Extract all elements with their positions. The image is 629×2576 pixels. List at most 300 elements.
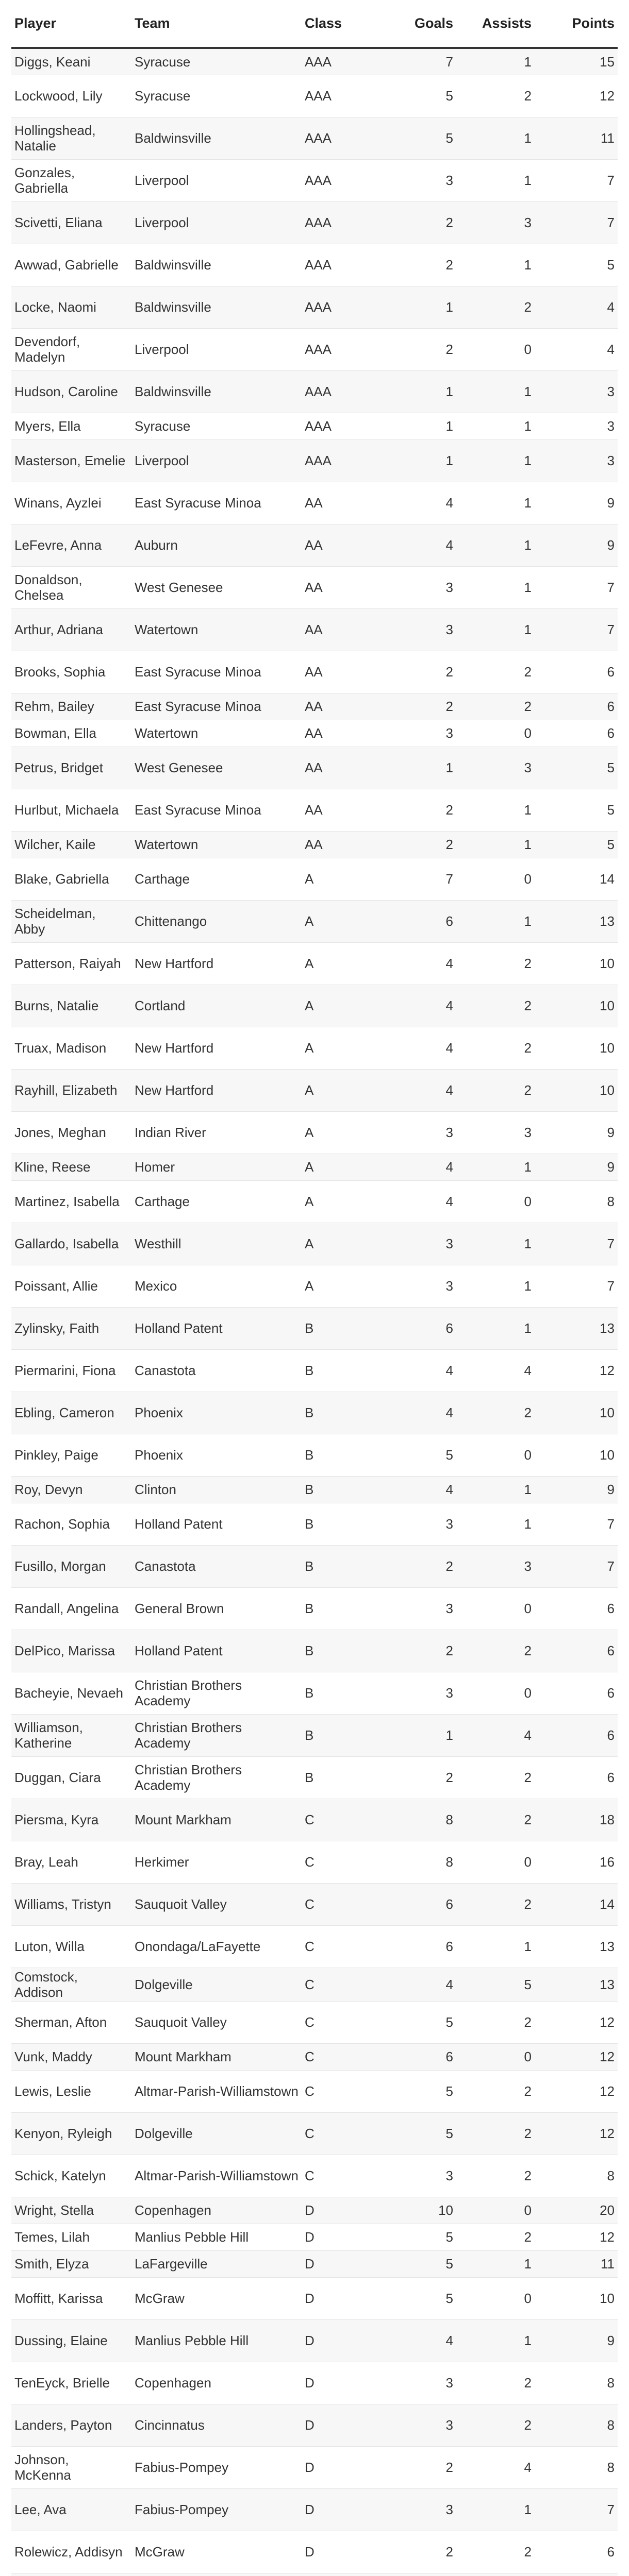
- points-cell: 10: [535, 1027, 618, 1069]
- team-cell: Carthage: [131, 1180, 302, 1223]
- goals-cell: 5: [374, 1434, 456, 1476]
- points-cell: 7: [535, 2488, 618, 2531]
- class-cell: A: [302, 1069, 374, 1111]
- column-header-points[interactable]: Points: [535, 0, 618, 48]
- player-name-cell: DelPico, Marissa: [11, 1630, 131, 1672]
- table-row: [11, 482, 618, 524]
- player-name-cell: Zylinsky, Faith: [11, 1307, 131, 1349]
- table-body: [11, 48, 618, 2576]
- class-cell: AAA: [302, 413, 374, 439]
- player-name-cell: Lockwood, Lily: [11, 75, 131, 117]
- assists-cell: 1: [456, 48, 535, 75]
- player-name-cell: Blake, Gabriella: [11, 858, 131, 900]
- player-name-cell: Wilcher, Kaile: [11, 831, 131, 858]
- team-cell: West Genesee: [131, 566, 302, 608]
- player-name-cell: Vunk, Maddy: [11, 2043, 131, 2070]
- class-cell: AA: [302, 651, 374, 693]
- player-name-cell: Duggan, Ciara: [11, 1756, 131, 1799]
- assists-cell: 1: [456, 117, 535, 159]
- team-cell: Mexico: [131, 1265, 302, 1307]
- points-cell: 9: [535, 524, 618, 566]
- player-name-cell: LeFevre, Anna: [11, 524, 131, 566]
- goals-cell: 5: [374, 2070, 456, 2112]
- class-cell: AAA: [302, 244, 374, 286]
- assists-cell: 1: [456, 244, 535, 286]
- team-cell: Cortland: [131, 985, 302, 1027]
- player-name-cell: [11, 2573, 131, 2576]
- team-cell: Christian Brothers Academy: [131, 1756, 302, 1799]
- points-cell: 11: [535, 117, 618, 159]
- goals-cell: 1: [374, 747, 456, 789]
- assists-cell: 2: [456, 2531, 535, 2573]
- team-cell: Sauquoit Valley: [131, 2001, 302, 2043]
- goals-cell: 8: [374, 1841, 456, 1883]
- team-cell: Manlius Pebble Hill: [131, 2319, 302, 2362]
- player-name-cell: Wright, Stella: [11, 2197, 131, 2224]
- player-name-cell: Gonzales, Gabriella: [11, 159, 131, 201]
- points-cell: 10: [535, 1434, 618, 1476]
- table-row: [11, 1265, 618, 1307]
- assists-cell: [456, 2573, 535, 2576]
- table-row: [11, 48, 618, 75]
- column-header-player[interactable]: Player: [11, 0, 131, 48]
- assists-cell: 1: [456, 1476, 535, 1503]
- team-cell: Altmar-Parish-Williamstown: [131, 2155, 302, 2197]
- goals-cell: 1: [374, 1714, 456, 1756]
- goals-cell: 2: [374, 1545, 456, 1587]
- table-row: [11, 1630, 618, 1672]
- player-name-cell: Winans, Ayzlei: [11, 482, 131, 524]
- assists-cell: 2: [456, 2362, 535, 2404]
- player-name-cell: Rolewicz, Addisyn: [11, 2531, 131, 2573]
- table-row: [11, 831, 618, 858]
- points-cell: 12: [535, 2070, 618, 2112]
- table-row: [11, 2001, 618, 2043]
- goals-cell: 1: [374, 370, 456, 413]
- points-cell: 6: [535, 693, 618, 720]
- goals-cell: 4: [374, 985, 456, 1027]
- assists-cell: 1: [456, 524, 535, 566]
- assists-cell: 0: [456, 2197, 535, 2224]
- points-cell: 7: [535, 1265, 618, 1307]
- class-cell: C: [302, 1841, 374, 1883]
- assists-cell: 2: [456, 2404, 535, 2446]
- team-cell: East Syracuse Minoa: [131, 693, 302, 720]
- table-row: [11, 900, 618, 942]
- points-cell: 5: [535, 244, 618, 286]
- goals-cell: 2: [374, 1630, 456, 1672]
- assists-cell: 2: [456, 942, 535, 985]
- header-row: [11, 0, 618, 48]
- points-cell: 3: [535, 439, 618, 482]
- player-name-cell: Hurlbut, Michaela: [11, 789, 131, 831]
- team-cell: East Syracuse Minoa: [131, 482, 302, 524]
- table-row: [11, 2197, 618, 2224]
- assists-cell: 0: [456, 720, 535, 747]
- team-cell: Mount Markham: [131, 2043, 302, 2070]
- goals-cell: 4: [374, 1154, 456, 1180]
- class-cell: AAA: [302, 159, 374, 201]
- player-name-cell: Johnson, McKenna: [11, 2446, 131, 2488]
- assists-cell: 1: [456, 413, 535, 439]
- class-cell: AAA: [302, 286, 374, 328]
- table-row: [11, 1714, 618, 1756]
- team-cell: East Syracuse Minoa: [131, 651, 302, 693]
- assists-cell: 0: [456, 1587, 535, 1630]
- points-cell: 8: [535, 1180, 618, 1223]
- points-cell: 9: [535, 2319, 618, 2362]
- player-name-cell: Rehm, Bailey: [11, 693, 131, 720]
- points-cell: 8: [535, 2404, 618, 2446]
- team-cell: Syracuse: [131, 48, 302, 75]
- class-cell: A: [302, 1154, 374, 1180]
- class-cell: AA: [302, 566, 374, 608]
- team-cell: Watertown: [131, 608, 302, 651]
- assists-cell: 1: [456, 608, 535, 651]
- assists-cell: 2: [456, 985, 535, 1027]
- class-cell: AAA: [302, 201, 374, 244]
- table-row: [11, 2112, 618, 2155]
- goals-cell: 3: [374, 1111, 456, 1154]
- class-cell: AAA: [302, 328, 374, 370]
- class-cell: D: [302, 2319, 374, 2362]
- assists-cell: 2: [456, 75, 535, 117]
- class-cell: A: [302, 985, 374, 1027]
- table-row: [11, 328, 618, 370]
- table-row: [11, 1545, 618, 1587]
- team-cell: Copenhagen: [131, 2197, 302, 2224]
- assists-cell: 1: [456, 439, 535, 482]
- team-cell: LaFargeville: [131, 2250, 302, 2277]
- player-name-cell: Martinez, Isabella: [11, 1180, 131, 1223]
- team-cell: Holland Patent: [131, 1503, 302, 1545]
- table-row: [11, 2319, 618, 2362]
- table-row: [11, 2277, 618, 2319]
- table-row: [11, 524, 618, 566]
- team-cell: Christian Brothers Academy: [131, 1714, 302, 1756]
- points-cell: 10: [535, 1392, 618, 1434]
- table-row: [11, 1968, 618, 2001]
- goals-cell: 7: [374, 858, 456, 900]
- goals-cell: 1: [374, 413, 456, 439]
- class-cell: AA: [302, 482, 374, 524]
- team-cell: Fabius-Pompey: [131, 2446, 302, 2488]
- goals-cell: 3: [374, 1223, 456, 1265]
- points-cell: 7: [535, 159, 618, 201]
- points-cell: 3: [535, 413, 618, 439]
- table-row: [11, 2224, 618, 2250]
- table-row: [11, 651, 618, 693]
- goals-cell: 1: [374, 439, 456, 482]
- class-cell: AAA: [302, 48, 374, 75]
- points-cell: 13: [535, 900, 618, 942]
- class-cell: B: [302, 1587, 374, 1630]
- player-name-cell: Rayhill, Elizabeth: [11, 1069, 131, 1111]
- table-row: [11, 201, 618, 244]
- player-name-cell: Bacheyie, Nevaeh: [11, 1672, 131, 1714]
- goals-cell: 2: [374, 201, 456, 244]
- assists-cell: 1: [456, 789, 535, 831]
- class-cell: B: [302, 1392, 374, 1434]
- assists-cell: 5: [456, 1968, 535, 2001]
- goals-cell: 7: [374, 48, 456, 75]
- goals-cell: 3: [374, 2488, 456, 2531]
- assists-cell: 1: [456, 370, 535, 413]
- points-cell: 5: [535, 747, 618, 789]
- table-row: [11, 720, 618, 747]
- class-cell: A: [302, 900, 374, 942]
- class-cell: B: [302, 1503, 374, 1545]
- team-cell: Manlius Pebble Hill: [131, 2224, 302, 2250]
- table-row: [11, 858, 618, 900]
- assists-cell: 1: [456, 1503, 535, 1545]
- player-name-cell: Hudson, Caroline: [11, 370, 131, 413]
- points-cell: 16: [535, 1841, 618, 1883]
- points-cell: 8: [535, 2155, 618, 2197]
- table-row: [11, 159, 618, 201]
- assists-cell: 0: [456, 2277, 535, 2319]
- team-cell: Liverpool: [131, 159, 302, 201]
- class-cell: A: [302, 858, 374, 900]
- player-name-cell: Williamson, Katherine: [11, 1714, 131, 1756]
- assists-cell: 1: [456, 900, 535, 942]
- class-cell: A: [302, 1223, 374, 1265]
- table-row: [11, 1180, 618, 1223]
- points-cell: 9: [535, 1111, 618, 1154]
- team-cell: New Hartford: [131, 1069, 302, 1111]
- player-name-cell: Arthur, Adriana: [11, 608, 131, 651]
- points-cell: [535, 2573, 618, 2576]
- class-cell: C: [302, 2070, 374, 2112]
- points-cell: 13: [535, 1925, 618, 1968]
- player-name-cell: Landers, Payton: [11, 2404, 131, 2446]
- team-cell: Canastota: [131, 1349, 302, 1392]
- table-row: [11, 244, 618, 286]
- player-name-cell: Donaldson, Chelsea: [11, 566, 131, 608]
- team-cell: Liverpool: [131, 328, 302, 370]
- team-cell: Liverpool: [131, 201, 302, 244]
- assists-cell: 1: [456, 2319, 535, 2362]
- class-cell: D: [302, 2224, 374, 2250]
- team-cell: Syracuse: [131, 413, 302, 439]
- team-cell: McGraw: [131, 2531, 302, 2573]
- assists-cell: 0: [456, 328, 535, 370]
- points-cell: 8: [535, 2362, 618, 2404]
- table-row: [11, 1069, 618, 1111]
- table-row: [11, 1672, 618, 1714]
- goals-cell: 2: [374, 2531, 456, 2573]
- points-cell: 9: [535, 1154, 618, 1180]
- assists-cell: 4: [456, 1714, 535, 1756]
- assists-cell: 1: [456, 2250, 535, 2277]
- table-row: [11, 1503, 618, 1545]
- points-cell: 3: [535, 370, 618, 413]
- goals-cell: 3: [374, 1672, 456, 1714]
- class-cell: A: [302, 1111, 374, 1154]
- points-cell: 12: [535, 2001, 618, 2043]
- player-name-cell: Kline, Reese: [11, 1154, 131, 1180]
- class-cell: B: [302, 1672, 374, 1714]
- goals-cell: 4: [374, 2319, 456, 2362]
- team-cell: Baldwinsville: [131, 117, 302, 159]
- assists-cell: 2: [456, 1392, 535, 1434]
- points-cell: 9: [535, 482, 618, 524]
- table-row: [11, 1756, 618, 1799]
- team-cell: East Syracuse Minoa: [131, 789, 302, 831]
- table-row: [11, 2488, 618, 2531]
- goals-cell: 5: [374, 2112, 456, 2155]
- player-name-cell: Myers, Ella: [11, 413, 131, 439]
- player-name-cell: Scheidelman, Abby: [11, 900, 131, 942]
- points-cell: 7: [535, 566, 618, 608]
- goals-cell: 4: [374, 942, 456, 985]
- points-cell: 7: [535, 1223, 618, 1265]
- class-cell: B: [302, 1476, 374, 1503]
- goals-cell: 3: [374, 1503, 456, 1545]
- team-cell: Westhill: [131, 1223, 302, 1265]
- points-cell: 15: [535, 48, 618, 75]
- team-cell: Baldwinsville: [131, 370, 302, 413]
- goals-cell: 2: [374, 831, 456, 858]
- player-name-cell: Lewis, Leslie: [11, 2070, 131, 2112]
- goals-cell: 3: [374, 720, 456, 747]
- class-cell: C: [302, 1799, 374, 1841]
- table-row: [11, 1349, 618, 1392]
- goals-cell: 6: [374, 1307, 456, 1349]
- assists-cell: 1: [456, 566, 535, 608]
- points-cell: 5: [535, 789, 618, 831]
- player-name-cell: Patterson, Raiyah: [11, 942, 131, 985]
- assists-cell: 2: [456, 2155, 535, 2197]
- player-name-cell: Truax, Madison: [11, 1027, 131, 1069]
- team-cell: Homer: [131, 1154, 302, 1180]
- assists-cell: 1: [456, 159, 535, 201]
- class-cell: AA: [302, 789, 374, 831]
- assists-cell: 4: [456, 2446, 535, 2488]
- points-cell: 4: [535, 286, 618, 328]
- goals-cell: 4: [374, 524, 456, 566]
- class-cell: C: [302, 1925, 374, 1968]
- assists-cell: 4: [456, 1349, 535, 1392]
- goals-cell: 10: [374, 2197, 456, 2224]
- points-cell: 9: [535, 1476, 618, 1503]
- team-cell: Holland Patent: [131, 1307, 302, 1349]
- table-row: [11, 1476, 618, 1503]
- goals-cell: 5: [374, 117, 456, 159]
- assists-cell: 2: [456, 1027, 535, 1069]
- table-row: [11, 2250, 618, 2277]
- class-cell: C: [302, 2001, 374, 2043]
- class-cell: AA: [302, 608, 374, 651]
- goals-cell: 6: [374, 900, 456, 942]
- column-header-class[interactable]: Class: [302, 0, 374, 48]
- points-cell: 6: [535, 1756, 618, 1799]
- goals-cell: 4: [374, 1968, 456, 2001]
- player-name-cell: Burns, Natalie: [11, 985, 131, 1027]
- assists-cell: 3: [456, 747, 535, 789]
- assists-cell: 2: [456, 1630, 535, 1672]
- player-name-cell: Dussing, Elaine: [11, 2319, 131, 2362]
- assists-cell: 0: [456, 2043, 535, 2070]
- class-cell: D: [302, 2197, 374, 2224]
- column-header-goals[interactable]: Goals: [374, 0, 456, 48]
- table-row: [11, 2070, 618, 2112]
- class-cell: AAA: [302, 117, 374, 159]
- class-cell: C: [302, 2155, 374, 2197]
- class-cell: AA: [302, 831, 374, 858]
- points-cell: 7: [535, 608, 618, 651]
- player-name-cell: Lee, Ava: [11, 2488, 131, 2531]
- table-row: [11, 439, 618, 482]
- points-cell: 14: [535, 858, 618, 900]
- goals-cell: 4: [374, 482, 456, 524]
- points-cell: 10: [535, 985, 618, 1027]
- assists-cell: 2: [456, 286, 535, 328]
- team-cell: [131, 2573, 302, 2576]
- goals-cell: 4: [374, 1027, 456, 1069]
- points-cell: 10: [535, 942, 618, 985]
- assists-cell: 1: [456, 831, 535, 858]
- goals-cell: 2: [374, 2446, 456, 2488]
- points-cell: 7: [535, 1503, 618, 1545]
- player-name-cell: Luton, Willa: [11, 1925, 131, 1968]
- team-cell: Phoenix: [131, 1434, 302, 1476]
- goals-cell: 8: [374, 1799, 456, 1841]
- player-name-cell: Randall, Angelina: [11, 1587, 131, 1630]
- points-cell: 6: [535, 2531, 618, 2573]
- team-cell: General Brown: [131, 1587, 302, 1630]
- goals-cell: 5: [374, 2001, 456, 2043]
- class-cell: AAA: [302, 75, 374, 117]
- assists-cell: 0: [456, 1672, 535, 1714]
- team-cell: Altmar-Parish-Williamstown: [131, 2070, 302, 2112]
- player-name-cell: Pinkley, Paige: [11, 1434, 131, 1476]
- table-row: [11, 2404, 618, 2446]
- points-cell: 10: [535, 2277, 618, 2319]
- column-header-team[interactable]: Team: [131, 0, 302, 48]
- class-cell: B: [302, 1756, 374, 1799]
- goals-cell: 3: [374, 2404, 456, 2446]
- class-cell: C: [302, 2112, 374, 2155]
- class-cell: D: [302, 2446, 374, 2488]
- player-name-cell: Schick, Katelyn: [11, 2155, 131, 2197]
- points-cell: 14: [535, 1883, 618, 1925]
- team-cell: McGraw: [131, 2277, 302, 2319]
- column-header-assists[interactable]: Assists: [456, 0, 535, 48]
- points-cell: 6: [535, 651, 618, 693]
- table-row: [11, 1154, 618, 1180]
- table-row: [11, 789, 618, 831]
- class-cell: D: [302, 2531, 374, 2573]
- points-cell: 8: [535, 2446, 618, 2488]
- points-cell: 6: [535, 720, 618, 747]
- goals-cell: 2: [374, 651, 456, 693]
- table-row: [11, 2573, 618, 2576]
- goals-cell: 2: [374, 1756, 456, 1799]
- goals-cell: 5: [374, 2224, 456, 2250]
- team-cell: Canastota: [131, 1545, 302, 1587]
- team-cell: Copenhagen: [131, 2362, 302, 2404]
- goals-cell: 3: [374, 159, 456, 201]
- table-row: [11, 75, 618, 117]
- player-name-cell: Kenyon, Ryleigh: [11, 2112, 131, 2155]
- table-row: [11, 693, 618, 720]
- assists-cell: 1: [456, 2488, 535, 2531]
- table-row: [11, 2043, 618, 2070]
- assists-cell: 1: [456, 1925, 535, 1968]
- team-cell: Dolgeville: [131, 1968, 302, 2001]
- class-cell: B: [302, 1630, 374, 1672]
